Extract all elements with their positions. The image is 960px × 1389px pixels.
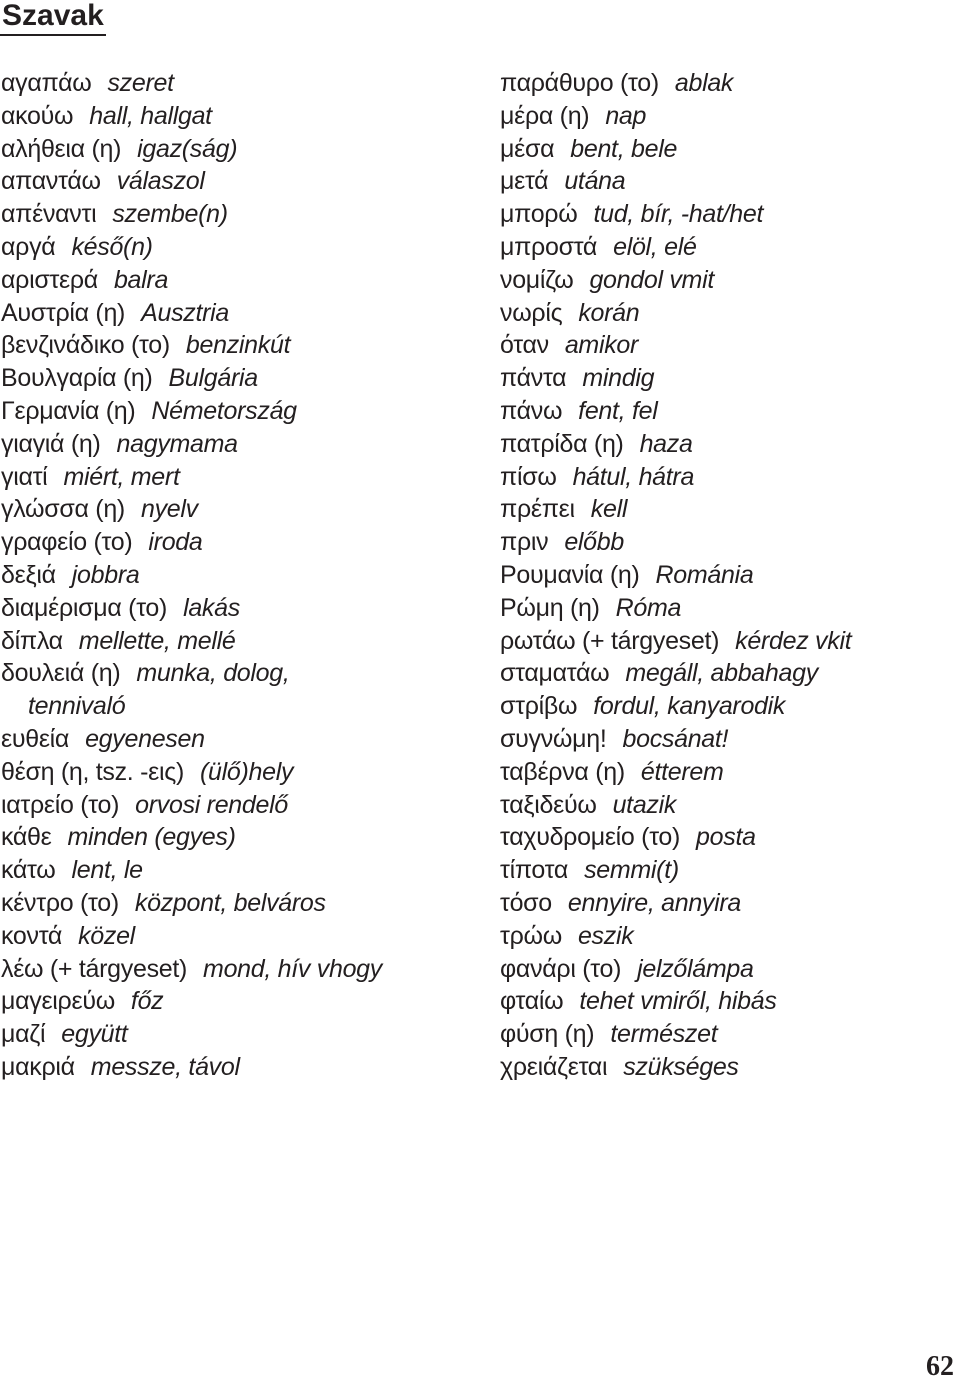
hungarian-meaning: válaszol — [116, 167, 205, 196]
vocabulary-entry — [500, 231, 955, 264]
hungarian-meaning: bocsánat! — [622, 724, 729, 753]
hungarian-meaning: utazik — [612, 790, 677, 819]
hungarian-meaning: balra — [113, 265, 169, 294]
greek-word: Γερμανία (η) — [1, 396, 136, 425]
vocabulary-entry — [500, 67, 955, 100]
vocabulary-entry — [1, 133, 471, 166]
greek-word: χρειάζεται — [500, 1052, 608, 1081]
greek-word: τίποτα — [500, 856, 569, 885]
hungarian-meaning: posta — [696, 823, 756, 852]
greek-word: αργά — [1, 232, 56, 261]
hungarian-meaning: egyenesen — [85, 724, 205, 753]
hungarian-meaning: szükséges — [623, 1052, 739, 1081]
greek-word: μαγειρεύω — [1, 987, 115, 1016]
vocabulary-entry — [1, 625, 471, 658]
vocabulary-entry — [1, 887, 471, 920]
greek-word: κάθε — [1, 823, 52, 852]
vocabulary-entry — [500, 133, 955, 166]
vocabulary-entry — [1, 165, 471, 198]
greek-word: Ρουμανία (η) — [500, 560, 640, 589]
vocabulary-entry — [500, 428, 955, 461]
greek-word: γλώσσα (η) — [1, 495, 125, 524]
greek-word: πάνω — [500, 396, 563, 425]
vocabulary-entry — [500, 690, 955, 723]
greek-word: γιατί — [1, 462, 48, 491]
greek-word: νωρίς — [500, 298, 563, 327]
vocabulary-entry — [1, 592, 471, 625]
vocabulary-entry — [500, 461, 955, 494]
vocabulary-entry — [500, 887, 955, 920]
hungarian-meaning: tennivaló — [28, 692, 126, 721]
greek-word: γραφείο (το) — [1, 528, 133, 557]
hungarian-meaning: szeret — [107, 69, 174, 97]
greek-word: νομίζω — [500, 265, 574, 294]
hungarian-meaning: Németország — [151, 396, 297, 425]
vocabulary-entry — [500, 789, 955, 822]
hungarian-meaning: igaz(ság) — [137, 134, 238, 163]
greek-word: δίπλα — [1, 626, 63, 655]
hungarian-meaning: késő(n) — [71, 232, 153, 261]
greek-word: τόσο — [500, 888, 552, 917]
page-title: Szavak — [0, 0, 106, 36]
greek-word: λέω (+ tárgyeset) — [1, 954, 188, 983]
hungarian-meaning: amikor — [564, 331, 639, 360]
hungarian-meaning: központ, belváros — [134, 888, 326, 917]
greek-word: μπροστά — [500, 232, 598, 261]
hungarian-meaning: bent, bele — [570, 134, 678, 163]
greek-word: Αυστρία (η) — [1, 298, 126, 327]
greek-word: απαντάω — [1, 167, 101, 196]
vocabulary-entry — [500, 395, 955, 428]
hungarian-meaning: nyelv — [140, 495, 198, 524]
vocabulary-entry — [1, 657, 471, 690]
greek-word: πίσω — [500, 462, 557, 491]
hungarian-meaning: Ausztria — [141, 298, 230, 327]
vocabulary-entry — [500, 100, 955, 133]
hungarian-meaning: jelzőlámpa — [637, 954, 754, 983]
hungarian-meaning: nap — [605, 101, 647, 130]
vocabulary-entry — [1, 231, 471, 264]
greek-word: πάντα — [500, 364, 567, 393]
greek-word: μέσα — [500, 134, 555, 163]
vocabulary-entry — [1, 1051, 471, 1084]
greek-word: ταχυδρομείο (το) — [500, 823, 681, 852]
greek-word: κάτω — [1, 856, 56, 885]
vocabulary-entry — [1, 690, 471, 723]
hungarian-meaning: miért, mert — [63, 462, 180, 491]
hungarian-meaning: ennyire, annyira — [567, 888, 742, 917]
greek-word: πατρίδα (η) — [500, 429, 624, 458]
vocabulary-entry — [1, 198, 471, 231]
vocabulary-entry — [500, 1051, 955, 1084]
greek-word: ακούω — [1, 101, 74, 130]
hungarian-meaning: étterem — [640, 757, 724, 786]
greek-word: μακριά — [1, 1052, 75, 1081]
vocabulary-entry — [1, 395, 471, 428]
hungarian-meaning: minden (egyes) — [67, 823, 236, 852]
hungarian-meaning: utána — [564, 167, 626, 196]
vocabulary-entry — [1, 329, 471, 362]
hungarian-meaning: együtt — [61, 1020, 128, 1049]
hungarian-meaning: elöl, elé — [613, 232, 697, 261]
vocabulary-entry — [500, 329, 955, 362]
greek-word: ρωτάω (+ tárgyeset) — [500, 626, 720, 655]
hungarian-meaning: főz — [130, 987, 164, 1016]
vocabulary-entry — [500, 264, 955, 297]
greek-word: ταβέρνα (η) — [500, 757, 625, 786]
vocabulary-entry — [1, 362, 471, 395]
hungarian-meaning: munka, dolog, — [136, 659, 290, 688]
hungarian-meaning: Románia — [655, 560, 754, 589]
greek-word: μετά — [500, 167, 549, 196]
vocabulary-entry — [1, 297, 471, 330]
hungarian-meaning: Bulgária — [168, 364, 258, 393]
hungarian-meaning: lent, le — [71, 856, 143, 885]
vocabulary-entry — [1, 67, 471, 100]
vocabulary-entry — [1, 264, 471, 297]
page-number: 62 — [926, 1351, 954, 1382]
greek-word: μπορώ — [500, 200, 578, 229]
vocabulary-entry — [500, 953, 955, 986]
greek-word: όταν — [500, 331, 549, 360]
hungarian-meaning: ablak — [674, 69, 734, 97]
vocabulary-entry — [500, 526, 955, 559]
greek-word: γιαγιά (η) — [1, 429, 101, 458]
vocabulary-entry — [1, 100, 471, 133]
greek-word: Βουλγαρία (η) — [1, 364, 153, 393]
vocabulary-entry — [500, 592, 955, 625]
hungarian-meaning: jobbra — [71, 560, 140, 589]
hungarian-meaning: szembe(n) — [112, 200, 228, 229]
vocabulary-entry — [1, 559, 471, 592]
vocabulary-entry — [1, 461, 471, 494]
vocabulary-entry — [500, 920, 955, 953]
hungarian-meaning: eszik — [577, 921, 634, 950]
greek-word: δεξιά — [1, 560, 56, 589]
vocabulary-entry — [1, 854, 471, 887]
greek-word: στρίβω — [500, 692, 578, 721]
greek-word: πριν — [500, 528, 549, 557]
vocabulary-entry — [1, 428, 471, 461]
vocabulary-entry — [500, 821, 955, 854]
hungarian-meaning: hátul, hátra — [572, 462, 695, 491]
greek-word: διαμέρισμα (το) — [1, 593, 168, 622]
greek-word: φύση (η) — [500, 1020, 595, 1049]
hungarian-meaning: (ülő)hely — [199, 757, 294, 786]
hungarian-meaning: haza — [639, 429, 693, 458]
greek-word: θέση (η, tsz. -εις) — [1, 757, 184, 786]
greek-word: κοντά — [1, 921, 63, 950]
hungarian-meaning: gondol vmit — [589, 265, 714, 294]
greek-word: μαζί — [1, 1020, 46, 1049]
greek-word: μέρα (η) — [500, 101, 590, 130]
vocabulary-entry — [500, 854, 955, 887]
hungarian-meaning: előbb — [564, 528, 624, 557]
hungarian-meaning: kell — [590, 495, 628, 524]
vocabulary-entry — [1, 789, 471, 822]
hungarian-meaning: hall, hallgat — [89, 101, 212, 130]
greek-word: κέντρο (το) — [1, 888, 119, 917]
vocabulary-entry — [1, 953, 471, 986]
hungarian-meaning: messze, távol — [90, 1052, 240, 1081]
greek-word: ταξιδεύω — [500, 790, 597, 819]
vocabulary-entry — [500, 559, 955, 592]
vocabulary-entry — [500, 362, 955, 395]
greek-word: δουλειά (η) — [1, 659, 121, 688]
greek-word: ιατρείο (το) — [1, 790, 120, 819]
vocabulary-entry — [1, 985, 471, 1018]
vocabulary-entry — [500, 165, 955, 198]
vocabulary-column-left — [1, 67, 471, 1084]
hungarian-meaning: mellette, mellé — [78, 626, 236, 655]
greek-word: πρέπει — [500, 495, 575, 524]
hungarian-meaning: nagymama — [116, 429, 238, 458]
hungarian-meaning: iroda — [148, 528, 203, 557]
greek-word: ευθεία — [1, 724, 70, 753]
vocabulary-entry — [1, 526, 471, 559]
vocabulary-entry — [1, 821, 471, 854]
vocabulary-entry — [1, 1018, 471, 1051]
greek-word: απέναντι — [1, 200, 97, 229]
vocabulary-entry — [1, 723, 471, 756]
vocabulary-entry — [500, 1018, 955, 1051]
vocabulary-entry — [1, 920, 471, 953]
vocabulary-entry — [1, 493, 471, 526]
greek-word: φανάρι (το) — [500, 954, 622, 983]
vocabulary-column-right — [500, 67, 955, 1084]
vocabulary-entry — [500, 657, 955, 690]
hungarian-meaning: kérdez vkit — [735, 626, 852, 655]
hungarian-meaning: semmi(t) — [584, 856, 679, 885]
hungarian-meaning: tud, bír, -hat/het — [593, 200, 764, 229]
hungarian-meaning: fordul, kanyarodik — [593, 692, 786, 721]
hungarian-meaning: korán — [578, 298, 640, 327]
greek-word: συγνώμη! — [500, 724, 607, 753]
hungarian-meaning: Róma — [615, 593, 682, 622]
hungarian-meaning: mond, hív vhogy — [203, 954, 382, 983]
vocabulary-entry — [500, 297, 955, 330]
greek-word: σταματάω — [500, 659, 610, 688]
greek-word: παράθυρο (το) — [500, 69, 659, 97]
vocabulary-entry — [500, 756, 955, 789]
vocabulary-entry — [500, 723, 955, 756]
vocabulary-entry — [500, 493, 955, 526]
hungarian-meaning: megáll, abbahagy — [625, 659, 818, 688]
greek-word: αλήθεια (η) — [1, 134, 122, 163]
hungarian-meaning: mindig — [582, 364, 655, 393]
vocabulary-entry — [1, 756, 471, 789]
hungarian-meaning: fent, fel — [578, 396, 658, 425]
hungarian-meaning: benzinkút — [185, 331, 291, 360]
greek-word: αριστερά — [1, 265, 98, 294]
hungarian-meaning: tehet vmiről, hibás — [579, 987, 777, 1016]
greek-word: τρώω — [500, 921, 562, 950]
greek-word: φταίω — [500, 987, 564, 1016]
hungarian-meaning: orvosi rendelő — [135, 790, 288, 819]
hungarian-meaning: közel — [78, 921, 135, 950]
hungarian-meaning: természet — [610, 1020, 718, 1049]
greek-word: Ρώμη (η) — [500, 593, 600, 622]
vocabulary-entry — [500, 198, 955, 231]
hungarian-meaning: lakás — [183, 593, 240, 622]
greek-word: αγαπάω — [1, 69, 92, 97]
greek-word: βενζινάδικο (το) — [1, 331, 170, 360]
vocabulary-entry — [500, 625, 955, 658]
vocabulary-entry — [500, 985, 955, 1018]
